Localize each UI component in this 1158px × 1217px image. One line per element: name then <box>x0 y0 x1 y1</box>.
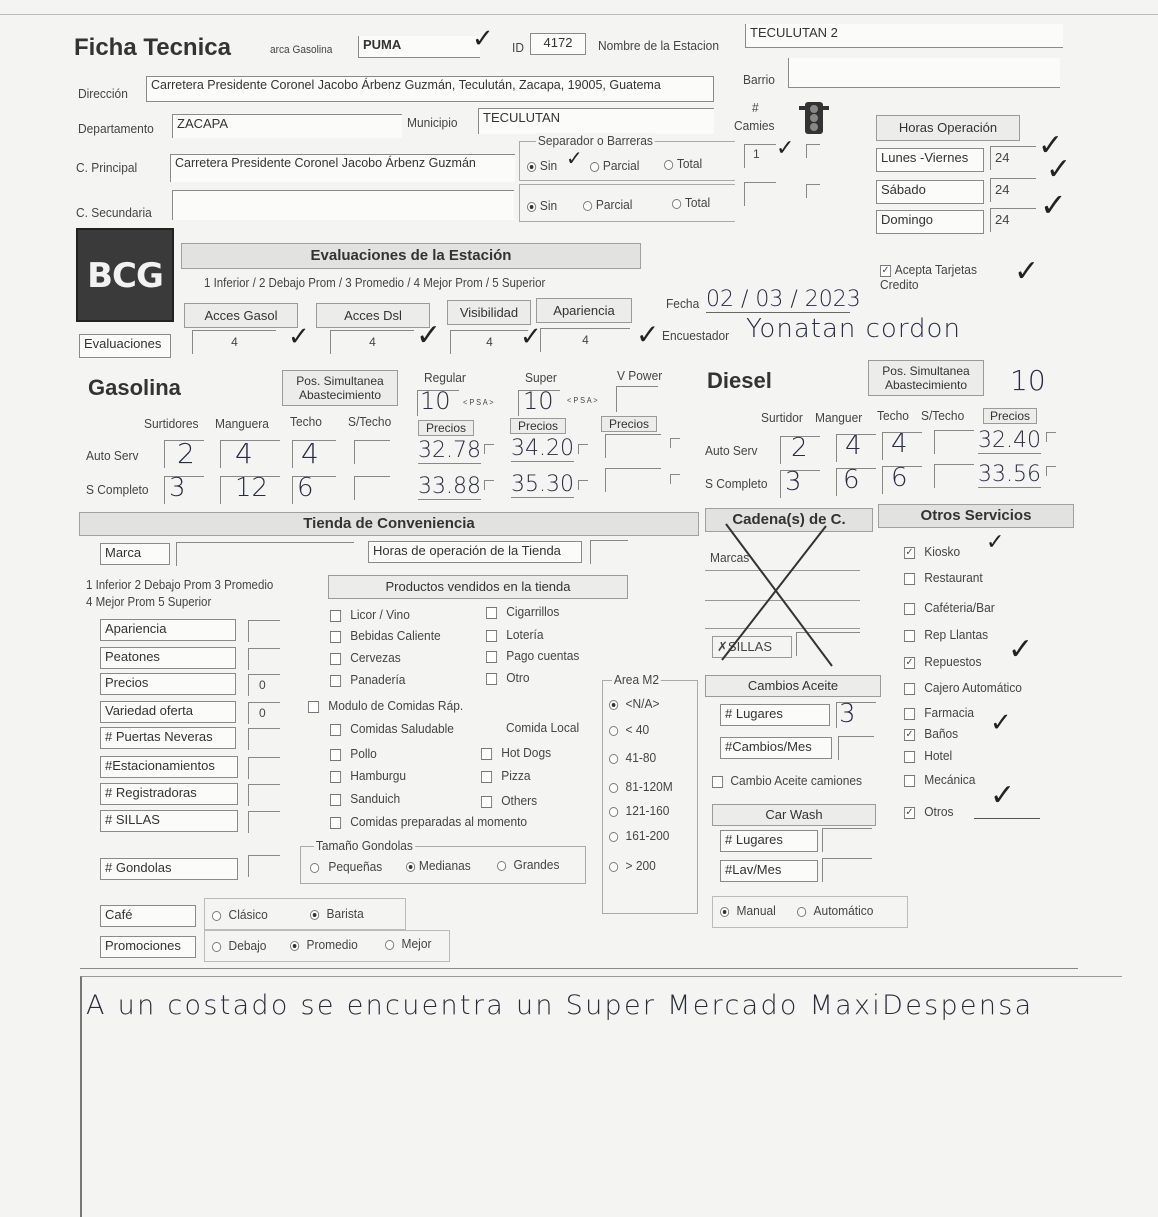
modulo-checkbox[interactable]: Modulo de Comidas Ráp. <box>308 698 463 713</box>
t-medianas-radio[interactable]: Medianas <box>406 858 471 873</box>
manual-radio[interactable]: Manual <box>720 903 776 918</box>
gas-sc-vpower-checkbox[interactable] <box>670 474 680 484</box>
separador-label: Separador o Barreras <box>537 133 653 148</box>
p-licor-checkbox[interactable]: Licor / Vino <box>330 607 410 622</box>
m-sandwich-checkbox[interactable]: Sanduich <box>330 791 400 806</box>
diesel-col-stecho: S/Techo <box>921 408 965 423</box>
c-clasico-radio[interactable]: Clásico <box>212 907 268 922</box>
regular-psa: < P S A > <box>463 398 494 407</box>
gas-as-super-price[interactable]: 34.20 <box>511 436 574 461</box>
area-group <box>602 680 698 914</box>
camiones-check-icon: ✓ <box>776 136 795 161</box>
direccion-label: Dirección <box>78 86 128 101</box>
gas-sc-manguera[interactable] <box>220 473 280 504</box>
sabado-field[interactable]: 24 <box>990 178 1036 202</box>
acces-gasol-value[interactable]: 4 <box>192 330 276 354</box>
tienda-apariencia-label: Apariencia <box>100 619 236 641</box>
id-field[interactable]: 4172 <box>530 33 586 55</box>
diesel-sc-stecho[interactable] <box>934 464 974 488</box>
m-others-checkbox[interactable]: Others <box>481 793 537 808</box>
tienda-puertas-field[interactable] <box>248 728 280 750</box>
repuestos-check-icon: ✓ <box>1008 632 1034 667</box>
horas-operacion-header: Horas Operación <box>876 115 1020 141</box>
municipio-field[interactable]: TECULUTAN <box>478 108 714 134</box>
super-psa: < P S A > <box>567 396 598 405</box>
a-81-radio[interactable]: 81-120M <box>609 779 673 794</box>
car-wash-header: Car Wash <box>712 804 876 826</box>
tienda-horas-field[interactable] <box>590 540 628 564</box>
tienda-variedad-field[interactable]: 0 <box>248 702 280 724</box>
cambio-camiones-checkbox[interactable]: Cambio Aceite camiones <box>712 773 862 788</box>
tienda-apariencia-field[interactable] <box>248 620 280 642</box>
principal-total-radio[interactable]: Total <box>664 156 702 171</box>
apariencia-value[interactable]: 4 <box>540 328 630 352</box>
tienda-variedad-label: Variedad oferta <box>100 701 236 723</box>
col-manguera: Manguera <box>215 416 269 431</box>
secundaria-parcial-radio[interactable]: Parcial <box>583 197 632 212</box>
otros-field[interactable] <box>974 818 1040 819</box>
cambios-aceite-header: Cambios Aceite <box>705 675 881 697</box>
diesel-sc-techo-value: 6 <box>891 463 908 493</box>
tienda-header: Tienda de Conveniencia <box>79 512 699 536</box>
diesel-sc-manguer-value: 6 <box>843 465 860 495</box>
lunes-label: Lunes -Viernes <box>876 148 984 172</box>
acepta-tarjetas-checkbox[interactable]: ✓ Acepta Tarjetas Credito <box>880 262 977 292</box>
m-pollo-checkbox[interactable]: Pollo <box>330 746 377 761</box>
diesel-as-surtidor[interactable] <box>780 433 820 464</box>
marca-field[interactable]: PUMA <box>358 36 480 58</box>
gasolina-title: Gasolina <box>88 375 181 400</box>
cadena-cross-out-mark <box>716 520 840 670</box>
vpower-pos-field[interactable] <box>616 386 658 412</box>
cajero-checkbox[interactable]: Cajero Automático <box>904 680 1022 695</box>
evaluaciones-row-label: Evaluaciones <box>79 334 171 358</box>
fecha-field[interactable]: 02 / 03 / 2023 <box>706 287 861 312</box>
m-preparadas-checkbox[interactable]: Comidas preparadas al momento <box>330 814 527 829</box>
evaluaciones-scale: 1 Inferior / 2 Debajo Prom / 3 Promedio / 4 Mejor Prom / 5 Superior <box>204 276 546 290</box>
gas-as-regular-price[interactable]: 32.78 <box>418 438 481 463</box>
a-161-radio[interactable]: 161-200 <box>609 828 669 843</box>
p-otro-checkbox[interactable]: Otro <box>486 670 530 685</box>
a-40-radio[interactable]: < 40 <box>609 722 649 737</box>
banos-checkbox[interactable]: ✓ Baños <box>905 726 959 741</box>
banos-check-icon: ✓ <box>990 708 1012 738</box>
camiones-principal-checkbox[interactable] <box>806 144 820 158</box>
restaurant-checkbox[interactable]: Restaurant <box>904 570 983 585</box>
p-pago-checkbox[interactable]: Pago cuentas <box>486 648 579 663</box>
tienda-horas-label: Horas de operación de la Tienda <box>368 541 582 563</box>
bcg-logo-text: BCG <box>87 256 163 296</box>
diesel-as-techo-value: 4 <box>891 429 908 459</box>
gas-as-vpower-price[interactable] <box>605 434 661 458</box>
tienda-precios-label: Precios <box>100 673 236 695</box>
diesel-col-surtidor: Surtidor <box>761 410 803 425</box>
notes-text[interactable]: A un costado se encuentra un Super Mercado MaxiDespensa <box>86 990 1034 1021</box>
diesel-precios-header: Precios <box>983 408 1037 424</box>
encuestador-field[interactable]: Yonatan cordon <box>746 314 961 344</box>
t-pequenas-radio[interactable]: Pequeñas <box>310 859 382 874</box>
promociones-label: Promociones <box>100 936 196 958</box>
vpower-label: V Power <box>617 368 663 383</box>
diesel-title: Diesel <box>707 368 772 393</box>
marca-label: arca Gasolina <box>270 44 333 56</box>
diesel-sc-surtidor[interactable] <box>780 467 820 498</box>
a-41-radio[interactable]: 41-80 <box>609 750 656 765</box>
automatico-radio[interactable]: Automático <box>797 903 873 918</box>
diesel-col-techo: Techo <box>877 408 909 423</box>
domingo-check-icon: ✓ <box>1040 186 1067 224</box>
tienda-estacionamientos-field[interactable] <box>248 757 280 779</box>
vpower-precios-header: Precios <box>601 416 657 432</box>
departamento-label: Departamento <box>78 121 154 136</box>
secundaria-field[interactable] <box>172 190 514 220</box>
cambios-lugares-field[interactable] <box>836 699 876 729</box>
gas-s-completo-label: S Completo <box>86 482 149 497</box>
m-local-label: Comida Local <box>506 720 580 735</box>
domingo-field[interactable]: 24 <box>990 208 1036 232</box>
cafe-label: Café <box>100 905 196 927</box>
a-200-radio[interactable]: > 200 <box>609 858 656 873</box>
diesel-as-manguer[interactable] <box>836 431 876 462</box>
regular-label: Regular <box>424 370 466 385</box>
id-label: ID <box>512 40 524 55</box>
tienda-gondolas-field[interactable] <box>248 855 280 877</box>
acces-dsl-header: Acces Dsl <box>316 303 430 328</box>
tienda-estacionamientos-label: #Estacionamientos <box>100 756 238 778</box>
carwash-lugares-label: # Lugares <box>720 830 818 852</box>
m-hamburgu-checkbox[interactable]: Hamburgu <box>330 768 406 783</box>
tienda-peatones-field[interactable] <box>248 648 280 670</box>
principal-label: C. Principal <box>76 160 138 175</box>
tienda-sillas-label: # SILLAS <box>100 810 238 832</box>
camiones-hash: # <box>752 100 759 115</box>
cambios-lugares-value: 3 <box>839 699 856 729</box>
cafeteria-checkbox[interactable]: Caféteria/Bar <box>904 600 995 615</box>
a-na-radio[interactable]: <N/A> <box>609 696 659 711</box>
carwash-lav-label: #Lav/Mes <box>720 860 818 882</box>
municipio-label: Municipio <box>407 115 458 130</box>
camiones-principal-field[interactable]: 1 <box>744 144 776 168</box>
sabado-check-icon: ✓ <box>1046 152 1072 187</box>
encuestador-label: Encuestador <box>662 328 730 343</box>
diesel-col-manguer: Manguer <box>815 410 863 425</box>
gas-sc-techo-value: 6 <box>297 473 314 503</box>
diesel-pos-simultanea: Pos. Simultanea Abastecimiento <box>868 360 984 396</box>
tarjetas-check-icon: ✓ <box>1014 254 1040 289</box>
visibilidad-check-icon: ✓ <box>520 322 542 352</box>
cambios-mes-field[interactable] <box>838 736 874 760</box>
otros-servicios-header: Otros Servicios <box>878 504 1074 528</box>
t-grandes-radio[interactable]: Grandes <box>497 857 559 872</box>
m-hotdogs-checkbox[interactable]: Hot Dogs <box>481 745 551 760</box>
otros-check-icon: ✓ <box>990 778 1016 813</box>
tamano-label: Tamaño Gondolas <box>315 838 413 853</box>
acces-gasol-header: Acces Gasol <box>184 303 298 328</box>
tienda-marca-field[interactable] <box>176 542 354 566</box>
super-label: Super <box>525 370 557 385</box>
gas-as-stecho[interactable] <box>354 440 390 464</box>
p-loteria-checkbox[interactable]: Lotería <box>486 627 543 642</box>
bcg-logo <box>76 228 174 322</box>
super-pos-value: 10 <box>523 387 554 415</box>
gas-as-surtidores-value: 2 <box>177 437 195 470</box>
tienda-scale-1: 1 Inferior 2 Debajo Prom 3 Promedio <box>86 578 274 592</box>
tienda-precios-field[interactable]: 0 <box>248 674 280 696</box>
tienda-gondolas-label: # Gondolas <box>100 858 238 880</box>
p-panaderia-checkbox[interactable]: Panadería <box>330 672 405 687</box>
separador-check-icon: ✓ <box>566 146 583 170</box>
tienda-registradoras-field[interactable] <box>248 784 280 806</box>
cadena-marcas-label: Marcas <box>710 550 750 565</box>
a-121-radio[interactable]: 121-160 <box>609 803 669 818</box>
pr-debajo-radio[interactable]: Debajo <box>212 938 266 953</box>
cambios-mes-label: #Cambios/Mes <box>720 737 832 759</box>
camiones-secundaria-field[interactable] <box>744 182 776 206</box>
diesel-as-checkbox[interactable] <box>1046 432 1056 442</box>
pr-promedio-radio[interactable]: Promedio <box>290 937 358 952</box>
acces-dsl-value[interactable]: 4 <box>330 330 414 354</box>
acces-dsl-check-icon: ✓ <box>416 318 442 353</box>
traffic-light-icon <box>799 100 829 134</box>
notes-top-rule <box>80 968 1078 969</box>
regular-precios-header: Precios <box>418 420 474 436</box>
diesel-sc-checkbox[interactable] <box>1046 466 1056 476</box>
principal-parcial-radio[interactable]: Parcial <box>590 158 639 173</box>
gas-sc-stecho[interactable] <box>354 476 390 500</box>
gas-sc-surtidores-value: 3 <box>169 473 186 503</box>
p-cigarrillos-checkbox[interactable]: Cigarrillos <box>486 604 559 619</box>
acces-gasol-check-icon: ✓ <box>288 322 310 352</box>
m-saludable-checkbox[interactable]: Comidas Saludable <box>330 721 454 736</box>
visibilidad-header: Visibilidad <box>447 300 531 325</box>
diesel-as-techo[interactable] <box>882 429 922 460</box>
regular-pos-field[interactable] <box>417 387 459 416</box>
lunes-check-icon: ✓ <box>1038 128 1064 163</box>
gas-sc-techo[interactable] <box>292 473 336 504</box>
camiones-secundaria-checkbox[interactable] <box>806 184 820 198</box>
tienda-puertas-label: # Puertas Neveras <box>100 727 236 749</box>
form-title: Ficha Tecnica <box>74 34 231 61</box>
c-barista-radio[interactable]: Barista <box>310 906 364 921</box>
gas-sc-super-price[interactable]: 35.30 <box>511 472 574 497</box>
col-techo: Techo <box>290 414 322 429</box>
repuestos-checkbox[interactable]: ✓ Repuestos <box>905 654 982 669</box>
direccion-field[interactable]: Carretera Presidente Coronel Jacobo Árbenz Guzmán, Teculután, Zacapa, 19005, Guatema <box>146 76 714 102</box>
diesel-as-stecho[interactable] <box>934 430 974 454</box>
secundaria-label: C. Secundaria <box>76 205 152 220</box>
gas-sc-manguera-value: 12 <box>235 473 269 503</box>
col-stecho: S/Techo <box>348 414 392 429</box>
carwash-lugares-field[interactable] <box>822 828 872 852</box>
diesel-pos-value[interactable]: 10 <box>1010 364 1046 397</box>
regular-pos-value: 10 <box>420 387 451 415</box>
visibilidad-value[interactable]: 4 <box>450 330 528 354</box>
gas-sc-surtidores[interactable] <box>164 473 204 504</box>
gasolina-pos-simultanea: Pos. Simultanea Abastecimiento <box>282 370 398 406</box>
super-precios-header: Precios <box>510 418 566 434</box>
diesel-auto-serv-label: Auto Serv <box>705 443 758 458</box>
cadena-header: Cadena(s) de C. <box>705 508 873 532</box>
tienda-sillas-field[interactable] <box>248 811 280 833</box>
secundaria-sin-radio[interactable]: Sin <box>527 198 557 213</box>
gas-auto-serv-label: Auto Serv <box>86 448 139 463</box>
p-bebidas-checkbox[interactable]: Bebidas Caliente <box>330 628 441 643</box>
gas-sc-vpower-price[interactable] <box>605 468 661 492</box>
diesel-as-price[interactable]: 32.40 <box>978 428 1041 453</box>
station-field[interactable]: TECULUTAN 2 <box>745 24 1063 48</box>
gas-sc-regular-price[interactable]: 33.88 <box>418 474 481 499</box>
cambios-lugares-label: # Lugares <box>720 704 830 726</box>
gas-as-super-checkbox[interactable] <box>578 444 588 454</box>
hotel-checkbox[interactable]: Hotel <box>904 748 952 763</box>
diesel-sc-manguer[interactable] <box>836 465 876 496</box>
col-surtidores: Surtidores <box>144 416 199 431</box>
pr-mejor-radio[interactable]: Mejor <box>385 936 431 951</box>
sabado-label: Sábado <box>876 180 984 204</box>
tienda-peatones-label: Peatones <box>100 647 236 669</box>
otros-checkbox[interactable]: ✓ Otros <box>905 804 954 819</box>
station-label: Nombre de la Estacion <box>598 38 719 53</box>
fecha-label: Fecha <box>666 296 700 311</box>
super-pos-field[interactable] <box>518 387 560 416</box>
departamento-field[interactable]: ZACAPA <box>172 114 402 138</box>
principal-sin-radio[interactable]: Sin <box>527 158 557 173</box>
domingo-label: Domingo <box>876 210 984 234</box>
diesel-sc-techo[interactable] <box>882 463 922 494</box>
gas-as-techo-value: 4 <box>301 437 319 470</box>
principal-field[interactable]: Carretera Presidente Coronel Jacobo Árbenz Guzmán <box>170 154 515 182</box>
gas-sc-super-checkbox[interactable] <box>578 480 588 490</box>
kiosko-check-icon: ✓ <box>986 530 1005 555</box>
secundaria-total-radio[interactable]: Total <box>672 195 710 210</box>
farmacia-checkbox[interactable]: Farmacia <box>904 705 974 720</box>
gas-as-regular-checkbox[interactable] <box>484 444 494 454</box>
carwash-lav-field[interactable] <box>822 858 872 882</box>
apariencia-header: Apariencia <box>536 298 632 323</box>
m-pizza-checkbox[interactable]: Pizza <box>481 768 530 783</box>
apariencia-check-icon: ✓ <box>636 318 660 351</box>
gas-as-manguera-value: 4 <box>235 437 253 470</box>
productos-header: Productos vendidos en la tienda <box>328 575 628 599</box>
p-cervezas-checkbox[interactable]: Cervezas <box>330 650 401 665</box>
diesel-s-completo-label: S Completo <box>705 476 768 491</box>
marca-check-icon: ✓ <box>472 24 494 54</box>
tienda-scale-2: 4 Mejor Prom 5 Superior <box>86 595 212 609</box>
diesel-sc-price[interactable]: 33.56 <box>978 462 1041 487</box>
lunes-field[interactable]: 24 <box>990 146 1036 170</box>
tienda-registradoras-label: # Registradoras <box>100 783 238 805</box>
diesel-sc-surtidor-value: 3 <box>785 467 802 497</box>
rep-llantas-checkbox[interactable]: Rep Llantas <box>904 627 988 642</box>
cadena-sillas-checkbox[interactable]: ✗SILLAS <box>712 636 792 658</box>
top-border <box>0 14 1158 15</box>
barrio-field[interactable] <box>788 58 1060 88</box>
gas-as-manguera[interactable] <box>220 437 280 470</box>
mecanica-checkbox[interactable]: Mecánica <box>904 772 975 787</box>
gas-as-surtidores[interactable] <box>164 437 204 470</box>
gas-as-techo[interactable] <box>292 437 336 470</box>
gas-sc-regular-checkbox[interactable] <box>484 480 494 490</box>
area-label: Area M2 <box>613 672 660 687</box>
kiosko-checkbox[interactable]: ✓ Kiosko <box>905 544 961 559</box>
camiones-label: Camies <box>734 118 775 133</box>
diesel-as-surtidor-value: 2 <box>791 433 808 463</box>
diesel-as-manguer-value: 4 <box>845 431 862 461</box>
barrio-label: Barrio <box>743 72 775 87</box>
evaluaciones-header: Evaluaciones de la Estación <box>181 243 641 269</box>
gas-as-vpower-checkbox[interactable] <box>670 438 680 448</box>
tienda-marca-label: Marca <box>100 543 170 565</box>
